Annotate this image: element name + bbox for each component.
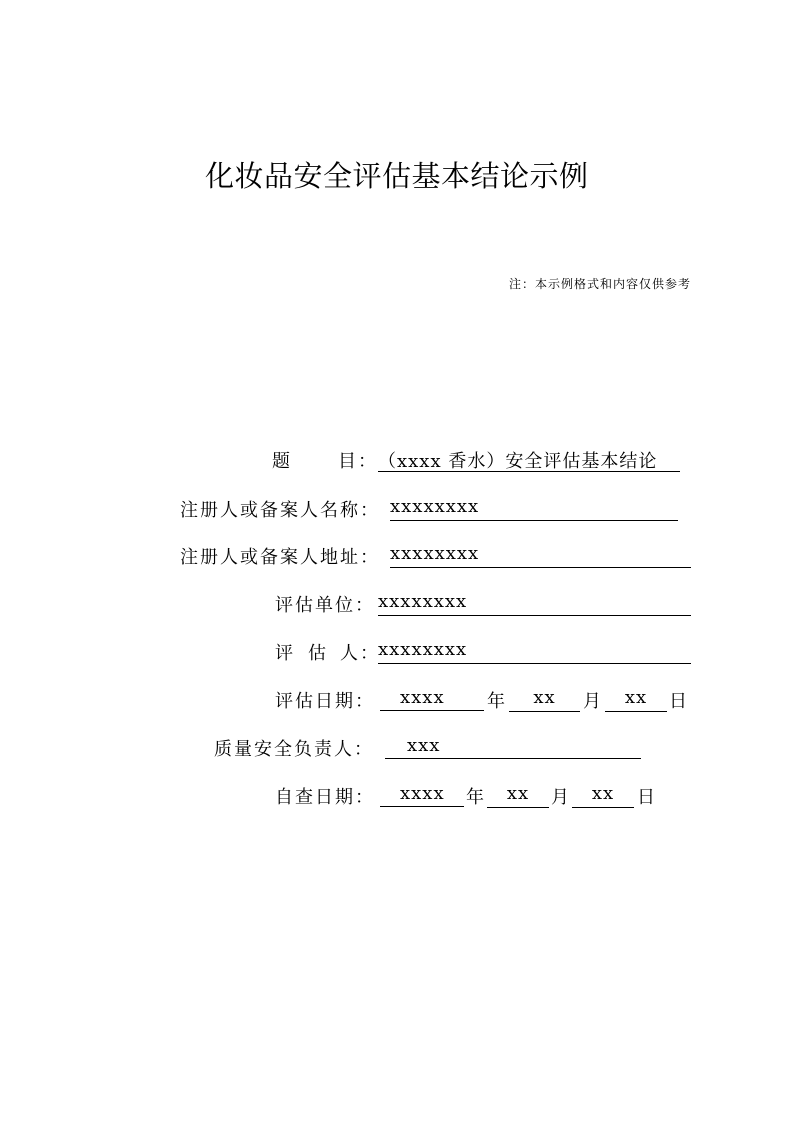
- assessment-date-day: xx: [605, 687, 667, 712]
- format-note: 注：本示例格式和内容仅供参考: [508, 277, 691, 291]
- assessor-label-c: 人：: [340, 643, 380, 664]
- assessment-unit-value: xxxxxxxx: [378, 591, 691, 616]
- self-check-date-year: xxxx: [380, 783, 464, 807]
- assessor-row: [0, 639, 793, 665]
- assessment-date-year-unit: 年: [487, 691, 505, 712]
- subject-label-b: 目：: [338, 451, 378, 472]
- assessment-date-day-unit: 日: [669, 691, 687, 712]
- self-check-date-day: xx: [572, 783, 634, 808]
- assessor-label-a: 评: [275, 643, 295, 664]
- self-check-date-row: [0, 783, 793, 809]
- self-check-date-label: 自查日期：: [275, 787, 375, 808]
- self-check-date-year-unit: 年: [466, 787, 484, 808]
- subject-label-a: 题: [272, 451, 292, 472]
- registrant-address-value: xxxxxxxx: [390, 543, 691, 568]
- self-check-date-month-unit: 月: [551, 787, 569, 808]
- assessment-date-month-unit: 月: [583, 691, 601, 712]
- registrant-name-label: 注册人或备案人名称：: [180, 500, 380, 521]
- assessor-label-b: 估: [308, 643, 328, 664]
- registrant-name-row: [0, 496, 793, 522]
- assessment-unit-label: 评估单位：: [275, 595, 375, 616]
- quality-manager-label: 质量安全负责人：: [214, 739, 374, 760]
- self-check-date-day-unit: 日: [637, 787, 655, 808]
- assessment-date-year: xxxx: [380, 687, 484, 711]
- assessment-unit-row: [0, 591, 793, 617]
- subject-value: （xxxx 香水）安全评估基本结论: [378, 447, 680, 472]
- assessor-value: xxxxxxxx: [378, 639, 691, 664]
- self-check-date-month: xx: [487, 783, 549, 808]
- assessment-date-month: xx: [509, 687, 580, 712]
- assessment-date-row: [0, 687, 793, 713]
- registrant-address-row: [0, 543, 793, 569]
- document-title: 化妆品安全评估基本结论示例: [205, 159, 589, 193]
- quality-manager-row: [0, 735, 793, 761]
- assessment-date-label: 评估日期：: [275, 691, 375, 712]
- subject-row: [0, 447, 793, 473]
- quality-manager-value: xxx: [385, 735, 641, 759]
- registrant-address-label: 注册人或备案人地址：: [180, 547, 380, 568]
- registrant-name-value: xxxxxxxx: [390, 496, 678, 521]
